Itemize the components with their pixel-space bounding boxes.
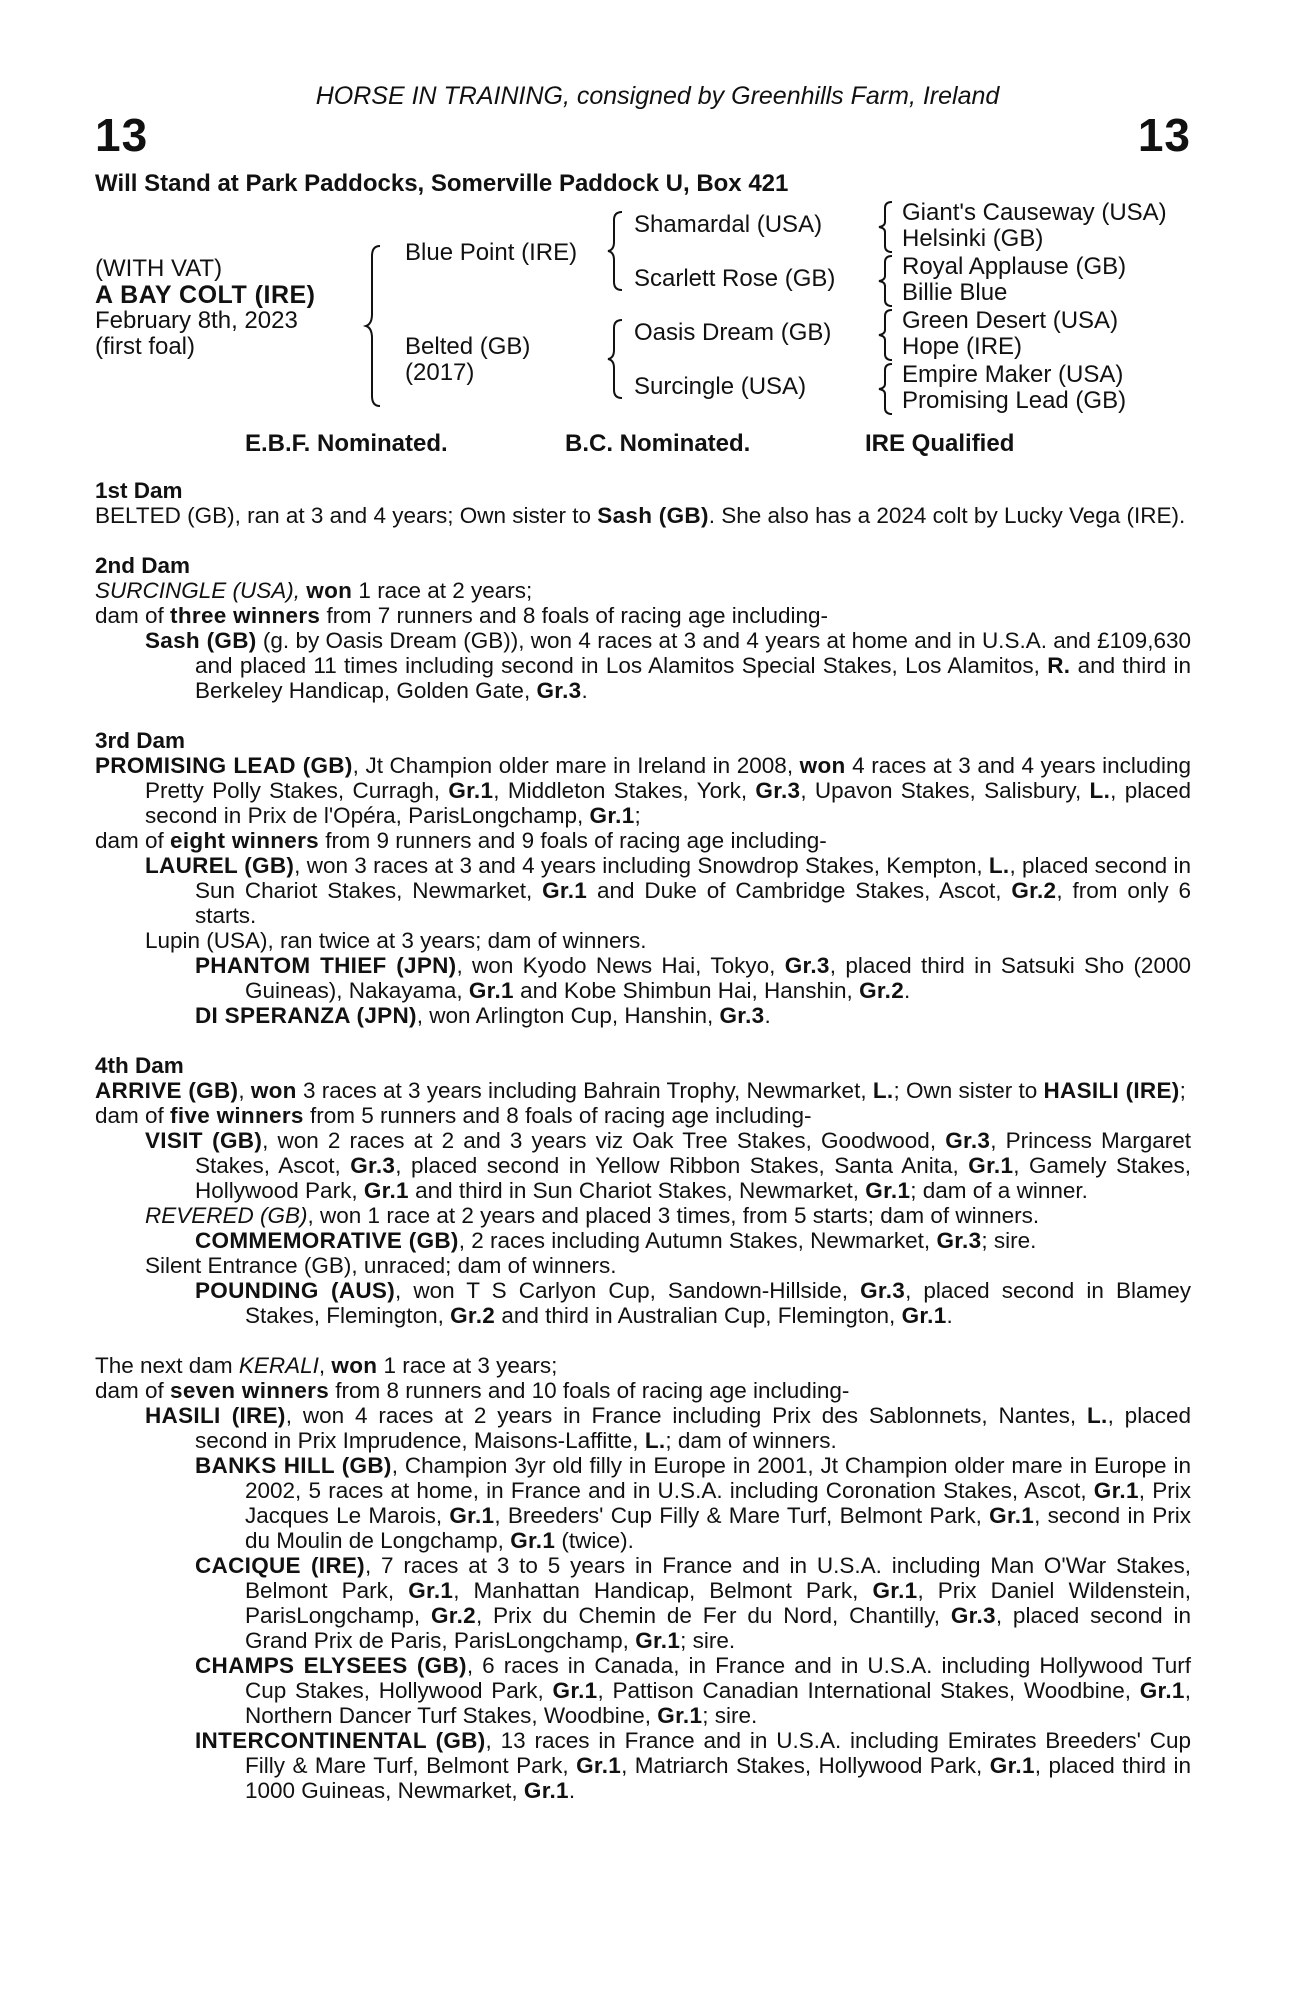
text: ;	[1179, 1078, 1186, 1103]
text: , Champion 3yr old filly in Europe in 2001, Jt Champion older mare in Europe in 2002, 5 races at home, in France and in U.S.A. including Coronation Stakes, Ascot,	[245, 1453, 1192, 1503]
produce-cacique	[95, 1553, 1191, 1653]
text: BELTED (GB), ran at 3 and 4 years; Own sister to	[95, 503, 598, 528]
text: from 5 runners and 8 foals of racing age including-	[303, 1103, 812, 1128]
text: , 13 races in France and in U.S.A. including Emirates Breeders' Cup Filly & Mare Turf, Belmont Park,	[245, 1728, 1191, 1778]
text: won	[250, 1078, 297, 1103]
text: Gr.1	[449, 1503, 495, 1528]
text: Gr.1	[968, 1153, 1014, 1178]
text: Gr.1	[635, 1628, 681, 1653]
produce-di-speranza	[95, 1003, 1191, 1028]
produce-hasili	[95, 1403, 1191, 1453]
horse-name: REVERED (GB)	[145, 1203, 308, 1228]
produce-silent-entrance: Silent Entrance (GB), unraced; dam of winners.	[145, 1253, 617, 1278]
produce-champs-elysees	[95, 1653, 1191, 1728]
text: , Prix Daniel Wildenstein, ParisLongchamp,	[245, 1578, 1192, 1628]
ggs-8: Promising Lead (GB)	[902, 387, 1127, 414]
horse-name: DI SPERANZA (JPN)	[195, 1003, 417, 1028]
produce-banks-hill	[95, 1453, 1191, 1553]
text: .	[904, 978, 911, 1003]
horse-name: HASILI (IRE)	[1043, 1078, 1180, 1103]
text: 1 race at 3 years;	[377, 1353, 558, 1378]
horse-name: INTERCONTINENTAL (GB)	[195, 1728, 486, 1753]
text: 1 race at 2 years;	[352, 578, 533, 603]
text: Gr.2	[1011, 878, 1057, 903]
text: Gr.1	[363, 1178, 409, 1203]
text: and third in Berkeley Handicap, Golden Gate,	[195, 653, 1191, 703]
text: five winners	[170, 1103, 304, 1128]
text: eight winners	[170, 828, 319, 853]
text: , Jt Champion older mare in Ireland in 2008,	[352, 753, 800, 778]
horse-name: CHAMPS ELYSEES (GB)	[195, 1653, 467, 1678]
horse-name: VISIT (GB)	[145, 1128, 263, 1153]
text: and Kobe Shimbun Hai, Hanshin,	[513, 978, 860, 1003]
text: Gr.1	[510, 1528, 556, 1553]
text: Gr.1	[448, 778, 494, 803]
text: from 9 runners and 9 foals of racing age including-	[318, 828, 827, 853]
third-dam-heading: 3rd Dam	[95, 728, 186, 753]
brace-ss	[880, 200, 894, 254]
horse-name: BANKS HILL (GB)	[195, 1453, 392, 1478]
horse-name: LAUREL (GB)	[145, 853, 295, 878]
text: L.	[872, 1078, 894, 1103]
text: ; dam of winners.	[665, 1428, 837, 1453]
text: Gr.3	[860, 1278, 906, 1303]
text: from 8 runners and 10 foals of racing age including-	[329, 1378, 850, 1403]
text: three winners	[170, 603, 321, 628]
text: ; sire.	[981, 1228, 1037, 1253]
produce-lupin: Lupin (USA), ran twice at 3 years; dam of winners.	[145, 928, 647, 953]
ggs-7: Empire Maker (USA)	[902, 361, 1124, 388]
text: ; dam of a winner.	[910, 1178, 1088, 1203]
text: ; Own sister to	[893, 1078, 1044, 1103]
text: Gr.1	[1139, 1678, 1185, 1703]
second-dam-heading: 2nd Dam	[95, 553, 191, 578]
dam-dam: Surcingle (USA)	[634, 373, 807, 400]
text: .	[568, 1778, 576, 1803]
text: ;	[634, 803, 641, 828]
text: , won 1 race at 2 years and placed 3 times, from 5 starts; dam of winners.	[307, 1203, 1040, 1228]
text: L.	[988, 853, 1010, 878]
text: , won Arlington Cup, Hanshin,	[416, 1003, 720, 1028]
text: Gr.1	[989, 1503, 1035, 1528]
text: Gr.2	[859, 978, 905, 1003]
horse-name: PROMISING LEAD (GB)	[95, 753, 353, 778]
text: , won T S Carlyon Cup, Sandown-Hillside,	[395, 1278, 861, 1303]
text: , Prix du Chemin de Fer du Nord, Chantilly,	[475, 1603, 951, 1628]
text: , placed second in Yellow Ribbon Stakes, Santa Anita,	[395, 1153, 969, 1178]
bc-nomination: B.C. Nominated.	[565, 430, 751, 457]
text: Gr.1	[523, 1778, 569, 1803]
sire-dam: Scarlett Rose (GB)	[634, 265, 836, 292]
second-dam-entry	[95, 578, 1191, 603]
brace-sire	[610, 210, 624, 292]
dam: Belted (GB)	[405, 333, 531, 360]
text: Gr.1	[872, 1578, 918, 1603]
sire: Blue Point (IRE)	[405, 239, 578, 266]
text: L.	[644, 1428, 666, 1453]
text: . She also has a 2024 colt by Lucky Vega (IRE).	[708, 503, 1186, 528]
text: ; sire.	[680, 1628, 736, 1653]
text: Gr.3	[350, 1153, 396, 1178]
text: , won 3 races at 3 and 4 years including Snowdrop Stakes, Kempton,	[294, 853, 989, 878]
text: ; sire.	[702, 1703, 758, 1728]
third-dam-produce	[95, 828, 1191, 853]
text: Gr.2	[430, 1603, 476, 1628]
text: The next dam	[95, 1353, 239, 1378]
horse-name: Sash (GB)	[145, 628, 257, 653]
text: Gr.3	[755, 778, 801, 803]
text: Gr.1	[542, 878, 588, 903]
text: , Pattison Canadian International Stakes, Woodbine,	[597, 1678, 1140, 1703]
lot-number-left: 13	[95, 109, 149, 161]
text: Gr.3	[536, 678, 582, 703]
foaling-date: February 8th, 2023	[95, 307, 298, 334]
produce-intercontinental	[95, 1728, 1191, 1803]
ggs-5: Green Desert (USA)	[902, 307, 1119, 334]
text: , placed second in Sun Chariot Stakes, Newmarket,	[195, 853, 1192, 903]
text: , Breeders' Cup Filly & Mare Turf, Belmont Park,	[494, 1503, 990, 1528]
text: won	[331, 1353, 378, 1378]
text: , placed second in Prix Imprudence, Maisons-Laffitte,	[195, 1403, 1191, 1453]
text: Gr.1	[1093, 1478, 1139, 1503]
produce-pounding	[95, 1278, 1191, 1328]
text: and Duke of Cambridge Stakes, Ascot,	[587, 878, 1012, 903]
text: won	[306, 578, 353, 603]
text: , placed second in Grand Prix de Paris, ParisLongchamp,	[245, 1603, 1191, 1653]
text: , second in Prix du Moulin de Longchamp,	[245, 1503, 1191, 1553]
produce-laurel	[95, 853, 1191, 928]
text: dam of	[95, 603, 171, 628]
horse-name: CACIQUE (IRE)	[195, 1553, 365, 1578]
horse-name: ARRIVE (GB)	[95, 1078, 239, 1103]
horse-name: COMMEMORATIVE (GB)	[195, 1228, 459, 1253]
produce-commemorative	[95, 1228, 1191, 1253]
text: ,	[318, 1353, 332, 1378]
next-dam-entry	[95, 1353, 1191, 1378]
text: (g. by Oasis Dream (GB)), won 4 races at 3 and 4 years at home and in U.S.A. and £109,630 and placed 11 times including second in Los Alamitos Special Stakes, Los Alamitos,	[195, 628, 1191, 678]
text: , placed third in 1000 Guineas, Newmarket,	[245, 1753, 1191, 1803]
text: , 2 races including Autumn Stakes, Newmarket,	[458, 1228, 937, 1253]
ire-qualified: IRE Qualified	[865, 430, 1015, 457]
fourth-dam-heading: 4th Dam	[95, 1053, 184, 1078]
second-dam-produce	[95, 603, 1191, 628]
ggs-6: Hope (IRE)	[902, 333, 1023, 360]
text: .	[764, 1003, 771, 1028]
brace-dam	[610, 318, 624, 400]
text: , placed second in Blamey Stakes, Flemington,	[245, 1278, 1191, 1328]
text: .	[946, 1303, 953, 1328]
text: , placed third in Satsuki Sho (2000 Guineas), Nakayama,	[245, 953, 1191, 1003]
ggs-3: Royal Applause (GB)	[902, 253, 1127, 280]
text: , Upavon Stakes, Salisbury,	[800, 778, 1090, 803]
produce-record	[95, 478, 1191, 1803]
text: Gr.3	[719, 1003, 765, 1028]
text: Gr.1	[552, 1678, 598, 1703]
horse-name: A BAY COLT (IRE)	[95, 281, 316, 309]
ggs-2: Helsinki (GB)	[902, 225, 1044, 252]
text: (twice).	[555, 1528, 634, 1553]
text: , Middleton Stakes, York,	[493, 778, 756, 803]
foal-note: (first foal)	[95, 333, 196, 360]
text: SURCINGLE (USA),	[95, 578, 307, 603]
text: Gr.1	[865, 1178, 911, 1203]
text: , Manhattan Handicap, Belmont Park,	[453, 1578, 873, 1603]
text: Gr.1	[468, 978, 514, 1003]
horse-name: PHANTOM THIEF (JPN)	[195, 953, 457, 978]
dam-year: (2017)	[405, 359, 475, 386]
text: , placed second in Prix de l'Opéra, ParisLongchamp,	[145, 778, 1191, 828]
ggs-4: Billie Blue	[902, 279, 1008, 306]
text: Gr.1	[657, 1703, 703, 1728]
text: Gr.3	[945, 1128, 991, 1153]
text: dam of	[95, 1378, 171, 1403]
text: Gr.1	[576, 1753, 622, 1778]
text: L.	[1086, 1403, 1108, 1428]
fourth-dam-entry	[95, 1078, 1191, 1103]
text: , 6 races in Canada, in France and in U.S.A. including Hollywood Turf Cup Stakes, Hollywood Park,	[245, 1653, 1192, 1703]
produce-phantom-thief	[95, 953, 1191, 1003]
text: Gr.1	[901, 1303, 947, 1328]
text: dam of	[95, 1103, 171, 1128]
text: .	[581, 678, 588, 703]
text: 3 races at 3 years including Bahrain Trophy, Newmarket,	[296, 1078, 873, 1103]
text: , Princess Margaret Stakes, Ascot,	[195, 1128, 1191, 1178]
text: seven winners	[170, 1378, 330, 1403]
text: won	[799, 753, 846, 778]
text: ,	[238, 1078, 251, 1103]
brace-ds	[880, 308, 894, 362]
horse-name: HASILI (IRE)	[145, 1403, 286, 1428]
text: dam of	[95, 828, 171, 853]
text: Gr.1	[408, 1578, 454, 1603]
text: Gr.3	[950, 1603, 996, 1628]
brace-sd	[880, 254, 894, 308]
produce-revered	[95, 1203, 1191, 1228]
text: , Matriarch Stakes, Hollywood Park,	[621, 1753, 990, 1778]
first-dam-heading: 1st Dam	[95, 478, 183, 503]
text: , Northern Dancer Turf Stakes, Woodbine,	[245, 1678, 1191, 1728]
fourth-dam-produce	[95, 1103, 1191, 1128]
third-dam-entry	[95, 753, 1191, 828]
text: and third in Sun Chariot Stakes, Newmarket,	[408, 1178, 866, 1203]
text: , 7 races at 3 to 5 years in France and in U.S.A. including Man O'War Stakes, Belmont Park,	[245, 1553, 1192, 1603]
text: , won 2 races at 2 and 3 years viz Oak Tree Stakes, Goodwood,	[262, 1128, 946, 1153]
produce-sash	[95, 628, 1191, 703]
text: Gr.3	[784, 953, 830, 978]
produce-visit	[95, 1128, 1191, 1203]
horse-name: Sash (GB)	[597, 503, 709, 528]
text: , won Kyodo News Hai, Tokyo,	[456, 953, 785, 978]
horse-name: POUNDING (AUS)	[195, 1278, 396, 1303]
lot-number-right: 13	[1137, 109, 1191, 161]
first-dam-entry	[95, 503, 1191, 528]
text: Gr.1	[589, 803, 635, 828]
text: Gr.3	[936, 1228, 982, 1253]
next-dam-produce	[95, 1378, 1191, 1403]
text: Gr.1	[989, 1753, 1035, 1778]
text: , Prix Jacques Le Marois,	[245, 1478, 1191, 1528]
horse-name: KERALI	[238, 1353, 319, 1378]
text: , from only 6 starts.	[195, 878, 1192, 928]
stand-location: Will Stand at Park Paddocks, Somerville Paddock U, Box 421	[95, 170, 789, 197]
text: R.	[1047, 653, 1071, 678]
dam-sire: Oasis Dream (GB)	[634, 319, 832, 346]
sire-sire: Shamardal (USA)	[634, 211, 823, 238]
brace-dd	[880, 362, 894, 416]
ebf-nomination: E.B.F. Nominated.	[245, 430, 448, 457]
text: , won 4 races at 2 years in France including Prix des Sablonnets, Nantes,	[285, 1403, 1087, 1428]
text: 4 races at 3 and 4 years including Pretty Polly Stakes, Curragh,	[145, 753, 1191, 803]
text: , Gamely Stakes, Hollywood Park,	[195, 1153, 1192, 1203]
text: L.	[1089, 778, 1111, 803]
vat-note: (WITH VAT)	[95, 255, 223, 282]
ggs-1: Giant's Causeway (USA)	[902, 199, 1167, 226]
text: from 7 runners and 8 foals of racing age including-	[320, 603, 829, 628]
brace-main	[368, 244, 382, 408]
text: and third in Australian Cup, Flemington,	[495, 1303, 902, 1328]
text: Gr.2	[450, 1303, 496, 1328]
consignor-heading: HORSE IN TRAINING, consigned by Greenhills Farm, Ireland	[315, 82, 1000, 110]
